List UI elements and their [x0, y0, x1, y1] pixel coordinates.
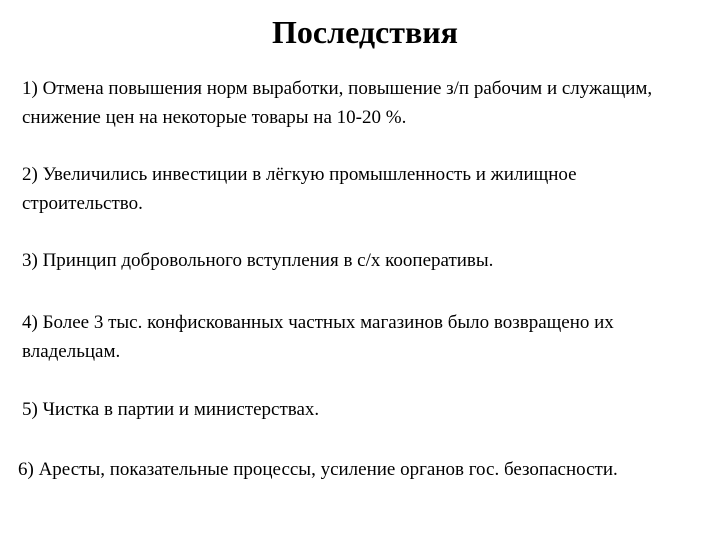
consequence-item-2: 2) Увеличились инвестиции в лёгкую промышленность и жилищное строительство.: [22, 164, 577, 214]
consequence-item-1: 1) Отмена повышения норм выработки, повышение з/п рабочим и служащим, снижение цен на некоторые товары на 10-20 %.: [22, 78, 653, 128]
consequence-item-3: 3) Принцип добровольного вступления в с/х кооперативы.: [22, 250, 494, 271]
consequence-item-4: 4) Более 3 тыс. конфискованных частных магазинов было возвращено их владельцам.: [22, 312, 614, 362]
consequence-item-5: 5) Чистка в партии и министерствах.: [22, 399, 320, 420]
consequence-item-6: 6) Аресты, показательные процессы, усиление органов гос. безопасности.: [18, 459, 618, 480]
slide-title: Последствия: [272, 14, 458, 50]
